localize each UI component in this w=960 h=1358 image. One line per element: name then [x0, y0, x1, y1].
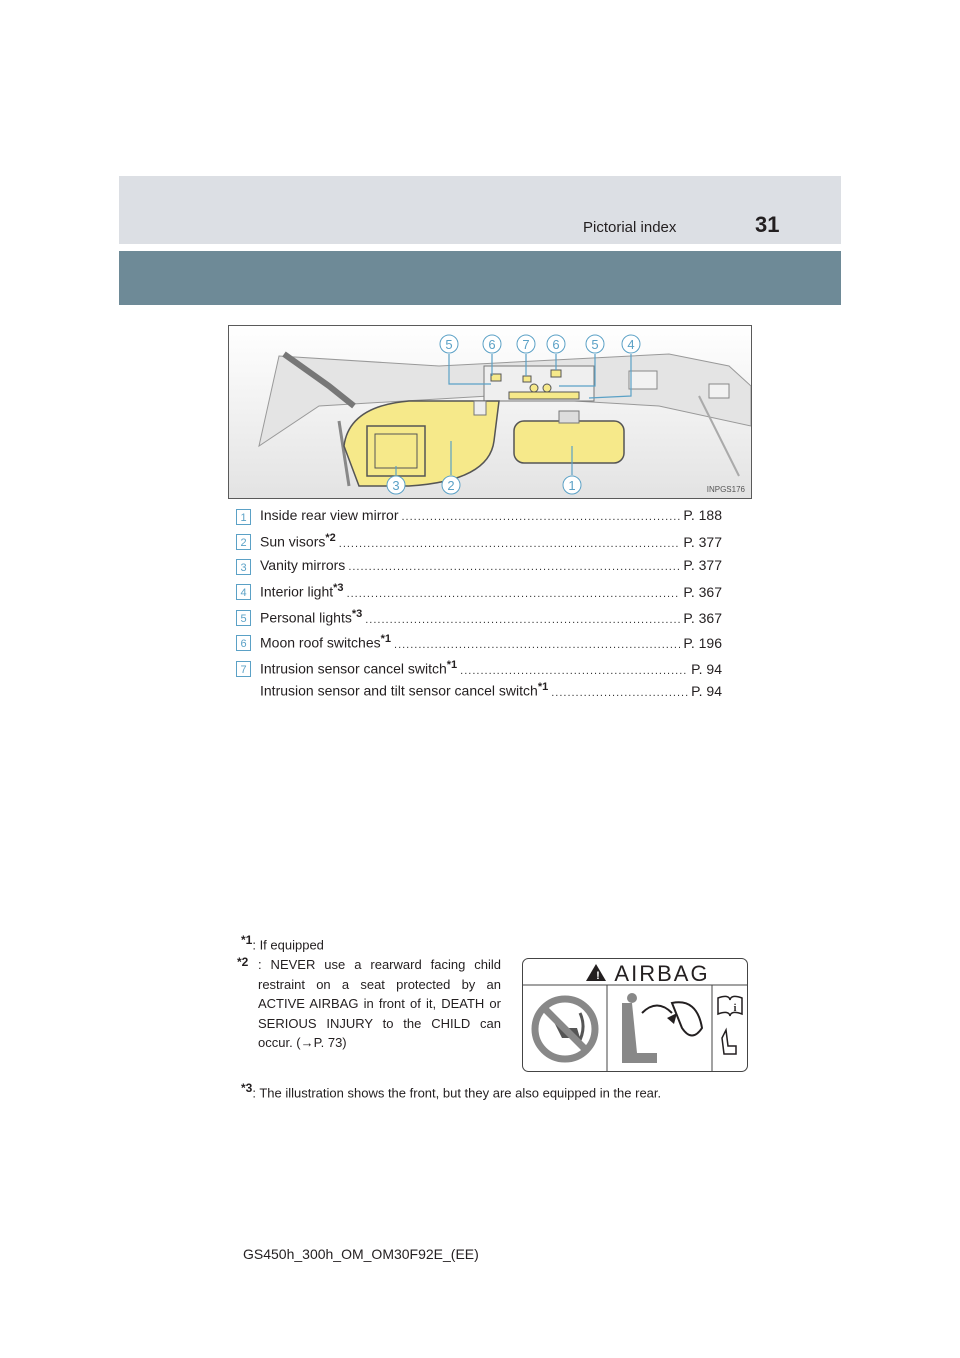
callout-5: 5	[445, 337, 453, 352]
footnote-2: : NEVER use a rearward facing child restraint on a seat protected by an ACTIVE AIRBAG in front of it, DEATH or SERIOUS INJURY to the CHILD can occur. (→P. 73)	[258, 957, 501, 1050]
airbag-warning-label	[522, 958, 748, 1072]
item-number: 6	[236, 635, 251, 651]
item-label: Moon roof switches	[260, 634, 381, 651]
interior-illustration	[228, 325, 752, 499]
footnote-ref: *1	[446, 659, 458, 671]
page-ref-link[interactable]: P. 377	[683, 533, 722, 550]
callout-2: 2	[447, 478, 455, 493]
page-ref-link[interactable]: P. 188	[683, 507, 722, 523]
page-number: 31	[755, 212, 780, 237]
footnote-2-mark: *2	[237, 955, 249, 969]
list-item-sub	[260, 681, 722, 703]
footnote-ref: *2	[325, 532, 336, 544]
item-label: Sun visors	[260, 533, 326, 550]
footnote-ref: *1	[537, 681, 549, 693]
item-label: Personal lights	[260, 609, 352, 626]
figure-code: INPGS176	[706, 485, 745, 494]
callout-4: 4	[627, 337, 635, 352]
page-ref-link[interactable]: P. 367	[683, 583, 722, 600]
list-item	[236, 507, 722, 529]
page-ref-link[interactable]: P. 196	[683, 634, 722, 651]
callout-3: 3	[392, 478, 400, 493]
footnote-ref: *1	[380, 633, 392, 645]
no-child-seat-icon	[535, 999, 595, 1059]
list-item	[236, 532, 722, 554]
list-item	[236, 633, 722, 655]
footnote-1: $^{*1}$: If equipped	[241, 933, 324, 953]
item-number: 7	[236, 661, 251, 677]
page-ref-link[interactable]: P. 377	[683, 557, 722, 573]
header-bar	[119, 176, 841, 244]
list-item	[236, 608, 722, 630]
header-band	[119, 251, 841, 305]
footnote-ref: *3	[333, 582, 344, 594]
page-ref-link[interactable]: P. 94	[691, 660, 722, 677]
svg-text:i: i	[733, 1003, 737, 1014]
callout-6b: 6	[552, 337, 560, 352]
item-number: 1	[236, 509, 251, 525]
footnote-ref: *3	[351, 608, 363, 620]
page-ref-link[interactable]: P. 94	[691, 682, 722, 699]
footnote-3: $^{*3}$: The illustration shows the front, but they are also equipped in the rear.	[241, 1081, 662, 1101]
item-label: Interior light	[260, 583, 334, 600]
callout-6: 6	[488, 337, 496, 352]
item-number: 3	[236, 559, 251, 575]
page-ref-link[interactable]: P. 367	[683, 609, 722, 626]
item-number: 2	[236, 534, 251, 550]
item-number: 5	[236, 610, 251, 626]
item-number: 4	[236, 584, 251, 600]
item-label: Vanity mirrors	[260, 557, 346, 573]
airbag-title: AIRBAG	[614, 961, 710, 986]
item-label: Intrusion sensor cancel switch	[260, 660, 447, 677]
item-label: Intrusion sensor and tilt sensor cancel switch	[260, 682, 538, 699]
callout-5b: 5	[591, 337, 599, 352]
callout-7: 7	[522, 337, 530, 352]
list-item	[236, 659, 722, 681]
callout-1: 1	[568, 478, 576, 493]
document-code: GS450h_300h_OM_OM30F92E_(EE)	[243, 1246, 479, 1262]
section-title: Pictorial index	[583, 219, 677, 236]
item-label: Inside rear view mirror	[260, 507, 399, 523]
list-item	[236, 557, 722, 579]
list-item	[236, 582, 722, 604]
svg-text:!: !	[596, 970, 600, 982]
